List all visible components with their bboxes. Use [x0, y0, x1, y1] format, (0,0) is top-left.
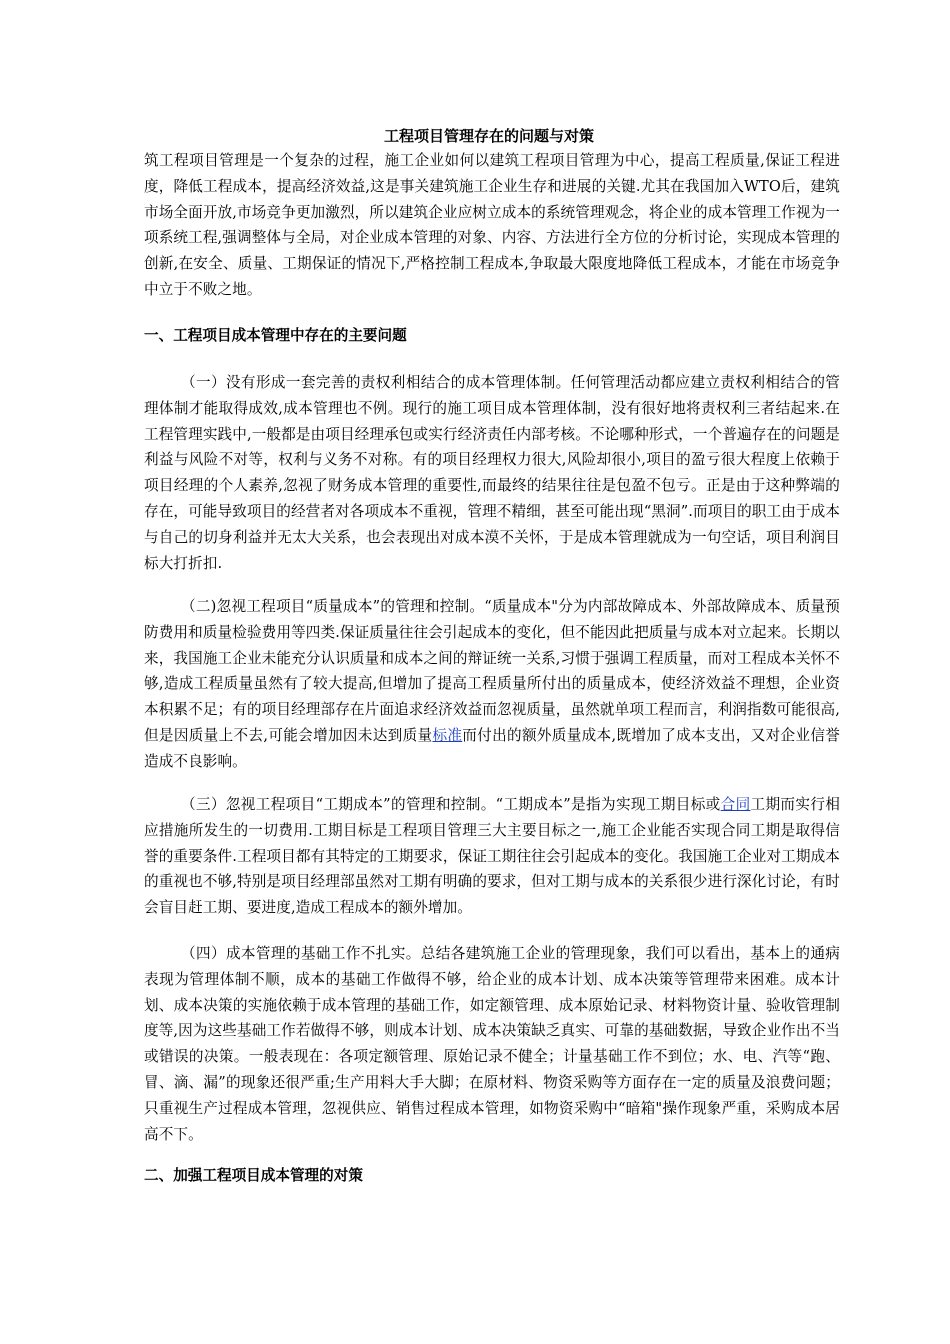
paragraph-2-text-after: 而付出的额外质量成本,既增加了成本支出，又对企业信誉造成不良影响。 [144, 726, 841, 770]
section-1-paragraph-3 [144, 792, 840, 921]
standard-link[interactable]: 标准 [432, 726, 463, 744]
paragraph-3-text-before: （三）忽视工程项目“工期成本”的管理和控制。“工期成本”是指为实现工期目标或 [181, 796, 721, 813]
document-title: 工程项目管理存在的问题与对策 [383, 127, 594, 145]
section-1-heading: 一、工程项目成本管理中存在的主要问题 [144, 327, 407, 344]
section-1-paragraph-1: （一）没有形成一套完善的责权利相结合的成本管理体制。任何管理活动都应建立责权利相结合的管理体制才能取得成效,成本管理也不例。现行的施工项目成本管理体制，没有很好地将责权利三者结起来.在工程管理实践中,一般都是由项目经理承包或实行经济责任内部考核。不论哪种形式，一个普遍存在的问题是利益与风险不对等，权利与义务不对称。有的项目经理权力很大,风险却很小,项目的盈亏很大程度上依赖于项目经理的个人素养,忽视了财务成本管理的重要性,而最终的结果往往是包盈不包亏。正是由于这种弊端的存在，可能导致项目的经营者对各项成本不重视，管理不精细，甚至可能出现“黑洞”.而项目的职工由于成本与自己的切身利益并无太大关系，也会表现出对成本漠不关怀，于是成本管理就成为一句空话，项目利润目标大打折扣. [144, 374, 840, 572]
section-1-paragraph-2 [144, 594, 840, 775]
contract-link[interactable]: 合同 [720, 796, 751, 813]
section-2-heading: 二、加强工程项目成本管理的对策 [144, 1167, 363, 1184]
intro-paragraph: 筑工程项目管理是一个复杂的过程，施工企业如何以建筑工程项目管理为中心，提高工程质量,保证工程进度，降低工程成本，提高经济效益,这是事关建筑施工企业生存和进展的关键.尤其在我国加入WTO后，建筑市场全面开放,市场竞争更加激烈，所以建筑企业应树立成本的系统管理观念，将企业的成本管理工作视为一项系统工程,强调整体与全局，对企业成本管理的对象、内容、方法进行全方位的分析讨论，实现成本管理的创新,在安全、质量、工期保证的情况下,严格控制工程成本,争取最大限度地降低工程成本，才能在市场竞争中立于不败之地。 [144, 152, 840, 298]
paragraph-3-text-after: 工期而实行相应措施所发生的一切费用.工期目标是工程项目管理三大主要目标之一,施工企业能否实现合同工期是取得信誉的重要条件.工程项目都有其特定的工期要求，保证工期往往会引起成本的变化。我国施工企业对工期成本的重视也不够,特别是项目经理部虽然对工期有明确的要求，但对工期与成本的关系很少进行深化讨论，有时会盲目赶工期、要进度,造成工程成本的额外增加。 [144, 796, 840, 917]
section-1-paragraph-4: （四）成本管理的基础工作不扎实。总结各建筑施工企业的管理现象，我们可以看出，基本上的通病表现为管理体制不顺，成本的基础工作做得不够，给企业的成本计划、成本决策等管理带来困难。成本计划、成本决策的实施依赖于成本管理的基础工作，如定额管理、成本原始记录、材料物资计量、验收管理制度等,因为这些基础工作若做得不够，则成本计划、成本决策缺乏真实、可靠的基础数据，导致企业作出不当或错误的决策。一般表现在：各项定额管理、原始记录不健全；计量基础工作不到位；水、电、汽等“跑、冒、滴、漏”的现象还很严重;生产用料大手大脚；在原材料、物资采购等方面存在一定的质量及浪费问题；只重视生产过程成本管理，忽视供应、销售过程成本管理，如物资采购中“暗箱"操作现象严重，采购成本居高不下。 [144, 945, 840, 1143]
paragraph-2-text-before: （二)忽视工程项目“质量成本”的管理和控制。“质量成本"分为内部故障成本、外部故障成本、质量预防费用和质量检验费用等四类.保证质量往往会引起成本的变化，但不能因此把质量与成本对立起来。长期以来，我国施工企业未能充分认识质量和成本之间的辩证统一关系,习惯于强调工程质量，而对工程成本关怀不够,造成工程质量虽然有了较大提高,但增加了提高工程质量所付出的质量成本，使经济效益不理想，企业资本积累不足；有的项目经理部存在片面追求经济效益而忽视质量，虽然就单项工程而言，利润指数可能很高,但是因质量上不去,可能会增加因未达到质量 [144, 598, 840, 744]
